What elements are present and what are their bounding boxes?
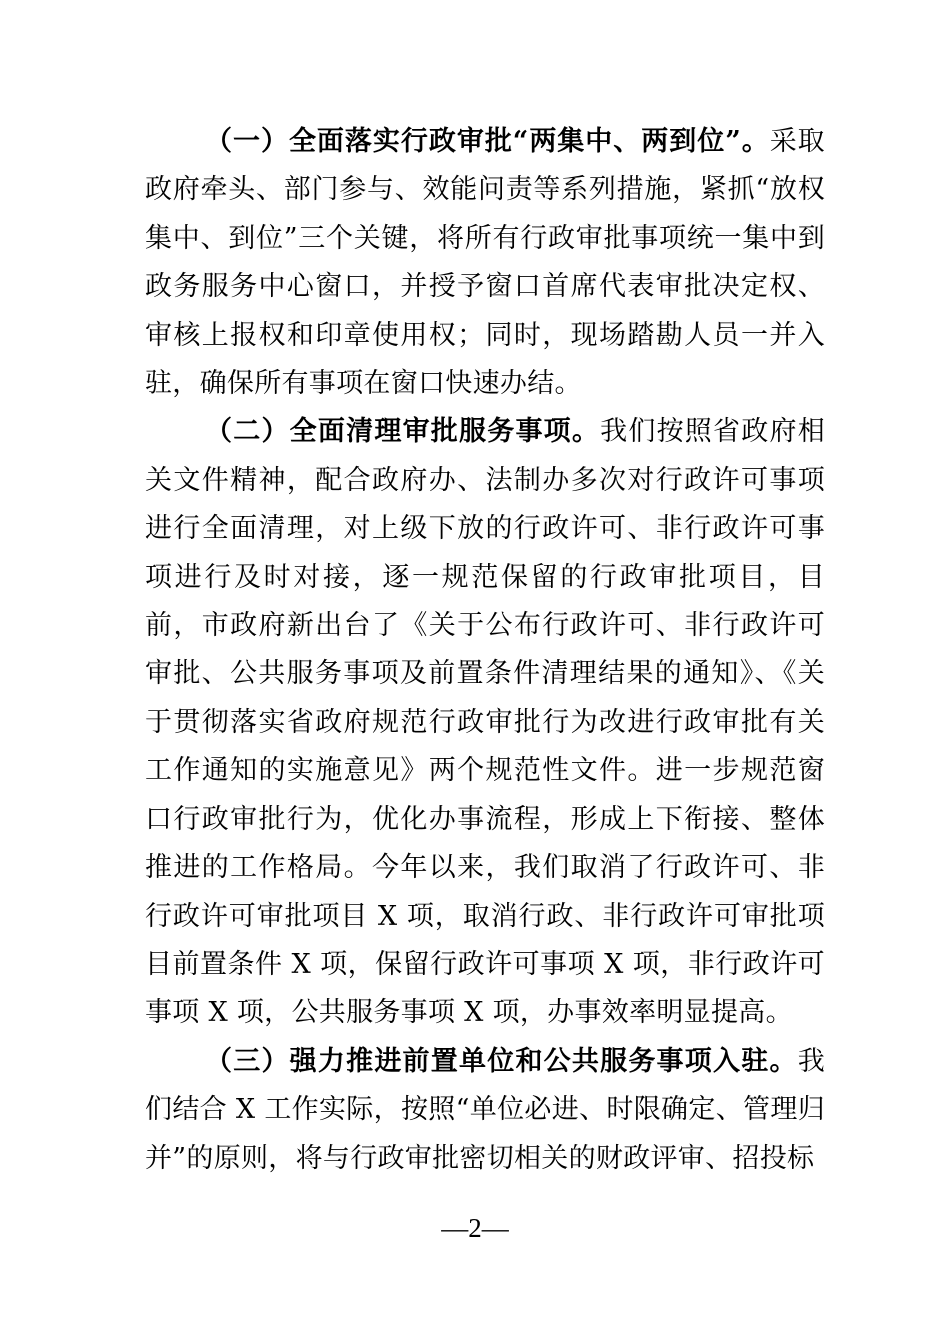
paragraph-3-heading: （三）强力推进前置单位和公共服务事项入驻。 — [205, 1045, 798, 1077]
paragraph-3 — [145, 1038, 825, 1183]
paragraph-3-text: 我们结合 X 工作实际，按照“单位必进、时限确定、管理归并”的原则，将与行政审批密切相关的财政评审、招投标 — [145, 1045, 825, 1174]
paragraph-2-text: 我们按照省政府相关文件精神，配合政府办、法制办多次对行政许可事项进行全面清理，对上级下放的行政许可、非行政许可事项进行及时对接，逐一规范保留的行政审批项目，目前，市政府新出台了《关于公布行政许可、非行政许可审批、公共服务事项及前置条件清理结果的通知》、《关于贯彻落实省政府规范行政审批行为改进行政审批有关工作通知的实施意见》两个规范性文件。进一步规范窗口行政审批行为，优化办事流程，形成上下衔接、整体推进的工作格局。今年以来，我们取消了行政许可、非行政许可审批项目 X 项，取消行政、非行政许可审批项目前置条件 X 项，保留行政许可事项 X 项，非行政许可事项 X 项，公共服务事项 X 项，办事效率明显提高。 — [145, 416, 826, 1029]
paragraph-1-text: 采取政府牵头、部门参与、效能问责等系列措施，紧抓“放权集中、到位”三个关键，将所有行政审批事项统一集中到政务服务中心窗口，并授予窗口首席代表审批决定权、审核上报权和印章使用权；同时，现场踏勘人员一并入驻，确保所有事项在窗口快速办结。 — [145, 126, 825, 400]
page-number: —2— — [441, 1213, 509, 1243]
paragraph-1-heading: （一）全面落实行政审批“两集中、两到位”。 — [205, 126, 770, 157]
paragraph-1 — [145, 118, 825, 408]
document-body — [145, 118, 825, 1183]
paragraph-2-heading: （二）全面清理审批服务事项。 — [205, 416, 601, 448]
paragraph-2 — [145, 408, 825, 1037]
